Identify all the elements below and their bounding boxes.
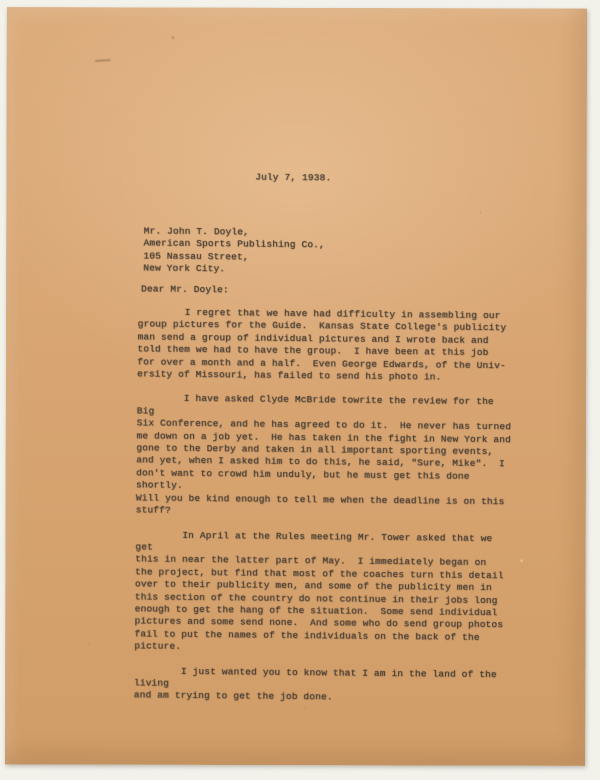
letter-content [0, 5, 587, 768]
salutation: Dear Mr. Doyle: [140, 283, 229, 296]
paragraph-2: I have asked Clyde McBride towrite the review for the Big Six Conference, and he has agreed to do it. He never has turned me down on a job yet. He has taken in the fight in New York and gone to the Derby and taken in all important sporting events, and yet, when I asked him to do this, he said, "Sure, Mike". I don't want to crowd him unduly, but he must get this done shortly. Will you be kind enough to tell me when the deadline is on this stuff? [135, 392, 512, 516]
recipient-address [143, 225, 325, 277]
recipient-line-city: New York City. [143, 262, 226, 275]
recipient-line-name: Mr. John T. Doyle, [143, 225, 250, 238]
paragraph-1: I regret that we have had difficulty in assembling our group pictures for the Guide. Kansas State College's publicity man send a group of individual pictures and I wrote back and told them we had to have the group. I have been at this job for over a month and a half. Even George Edwards, of the Univ- ersity of Missouri, has failed to send his photo in. [137, 306, 507, 383]
paragraph-4: I just wanted you to know that I am in the land of the living and am trying to get the job done. [133, 664, 503, 703]
recipient-line-company: American Sports Publishing Co., [143, 237, 325, 251]
letter-body [134, 306, 516, 718]
letter-paper [5, 7, 587, 766]
recipient-line-street: 105 Nassau Street, [143, 250, 249, 263]
letter-date: July 7, 1938. [255, 171, 332, 184]
paragraph-3: In April at the Rules meeting Mr. Tower asked that we get this in near the latter part of May. I immediately began on the project, but find that most of the coaches turn this detail over to their publicity men, and some of the publicity men in this section of the country do not continue in their jobs long enough to get the hang of the situation. Some send individual pictures and some send none. And some who do send group photos fail to put the names of the individuals on the back of the picture. [134, 528, 504, 652]
